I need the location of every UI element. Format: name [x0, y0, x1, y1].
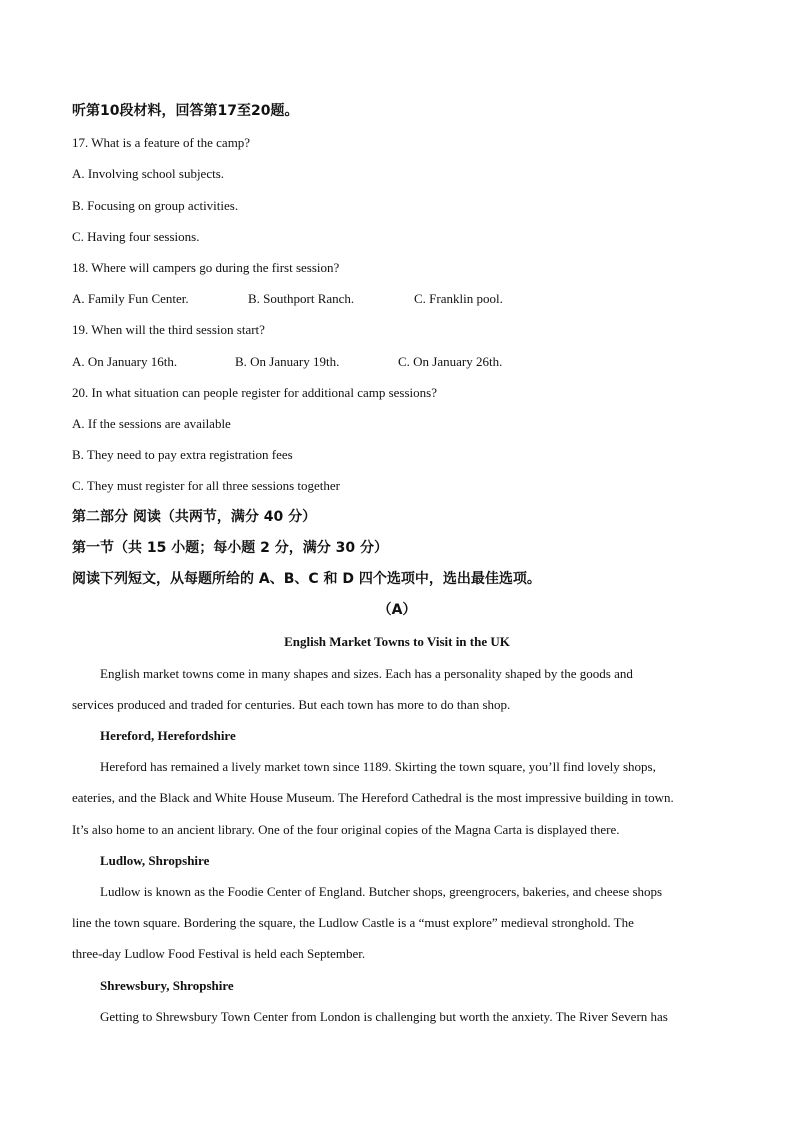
question-18-options: [72, 283, 722, 314]
shrewsbury-line-1: Getting to Shrewsbury Town Center from London is challenging but worth the anxiety. The River Severn has: [100, 1008, 668, 1024]
question-17-option-a: A. Involving school subjects.: [72, 166, 225, 182]
ludlow-line-3: three-day Ludlow Food Festival is held each September.: [72, 946, 366, 962]
town-heading-ludlow: Ludlow, Shropshire: [100, 852, 210, 868]
question-20-stem: 20. In what situation can people register for additional camp sessions?: [72, 384, 437, 400]
question-19-options: [72, 346, 722, 377]
ludlow-line-1: Ludlow is known as the Foodie Center of England. Butcher shops, greengrocers, bakeries, and cheese shops: [100, 884, 663, 900]
question-18-stem: 18. Where will campers go during the first session?: [72, 260, 340, 276]
question-18-option-c: C. Franklin pool.: [414, 291, 503, 307]
ludlow-line-2: line the town square. Bordering the square, the Ludlow Castle is a “must explore” medieval stronghold. The: [72, 915, 634, 931]
hereford-line-2: eateries, and the Black and White House Museum. The Hereford Cathedral is the most impressive building in town.: [72, 790, 674, 806]
question-20-option-a: A. If the sessions are available: [72, 416, 231, 432]
listening-section-header: 听第10段材料，回答第17至20题。: [72, 103, 299, 119]
question-19-option-b: B. On January 19th.: [235, 353, 340, 369]
passage-label: （A）: [377, 602, 417, 619]
reading-part-header: 第二部分 阅读（共两节，满分 40 分）: [72, 508, 317, 525]
question-20-option-b: B. They need to pay extra registration fees: [72, 447, 293, 463]
question-17-option-b: B. Focusing on group activities.: [72, 197, 239, 213]
town-heading-shrewsbury: Shrewsbury, Shropshire: [100, 977, 234, 993]
intro-line-1: English market towns come in many shapes and sizes. Each has a personality shaped by the goods and: [100, 665, 633, 681]
intro-line-2: services produced and traded for centuries. But each town has more to do than shop.: [72, 696, 511, 712]
question-19-option-a: A. On January 16th.: [72, 353, 178, 369]
hereford-line-3: It’s also home to an ancient library. One of the four original copies of the Magna Carta is displayed there.: [72, 821, 620, 837]
passage-title: English Market Towns to Visit in the UK: [284, 634, 510, 650]
reading-instruction: 阅读下列短文，从每题所给的 A、B、C 和 D 四个选项中，选出最佳选项。: [72, 571, 541, 588]
question-18-option-b: B. Southport Ranch.: [248, 291, 355, 307]
question-19-option-c: C. On January 26th.: [398, 353, 503, 369]
question-17-stem: 17. What is a feature of the camp?: [72, 135, 251, 151]
question-20-option-c: C. They must register for all three sessions together: [72, 478, 341, 494]
hereford-line-1: Hereford has remained a lively market town since 1189. Skirting the town square, you’ll find lovely shops,: [100, 759, 656, 775]
question-19-stem: 19. When will the third session start?: [72, 322, 265, 338]
document-page: [72, 96, 722, 1032]
question-18-option-a: A. Family Fun Center.: [72, 291, 189, 307]
reading-subsection-header: 第一节（共 15 小题；每小题 2 分，满分 30 分）: [72, 539, 388, 556]
question-17-option-c: C. Having four sessions.: [72, 228, 200, 244]
town-heading-hereford: Hereford, Herefordshire: [100, 728, 236, 744]
